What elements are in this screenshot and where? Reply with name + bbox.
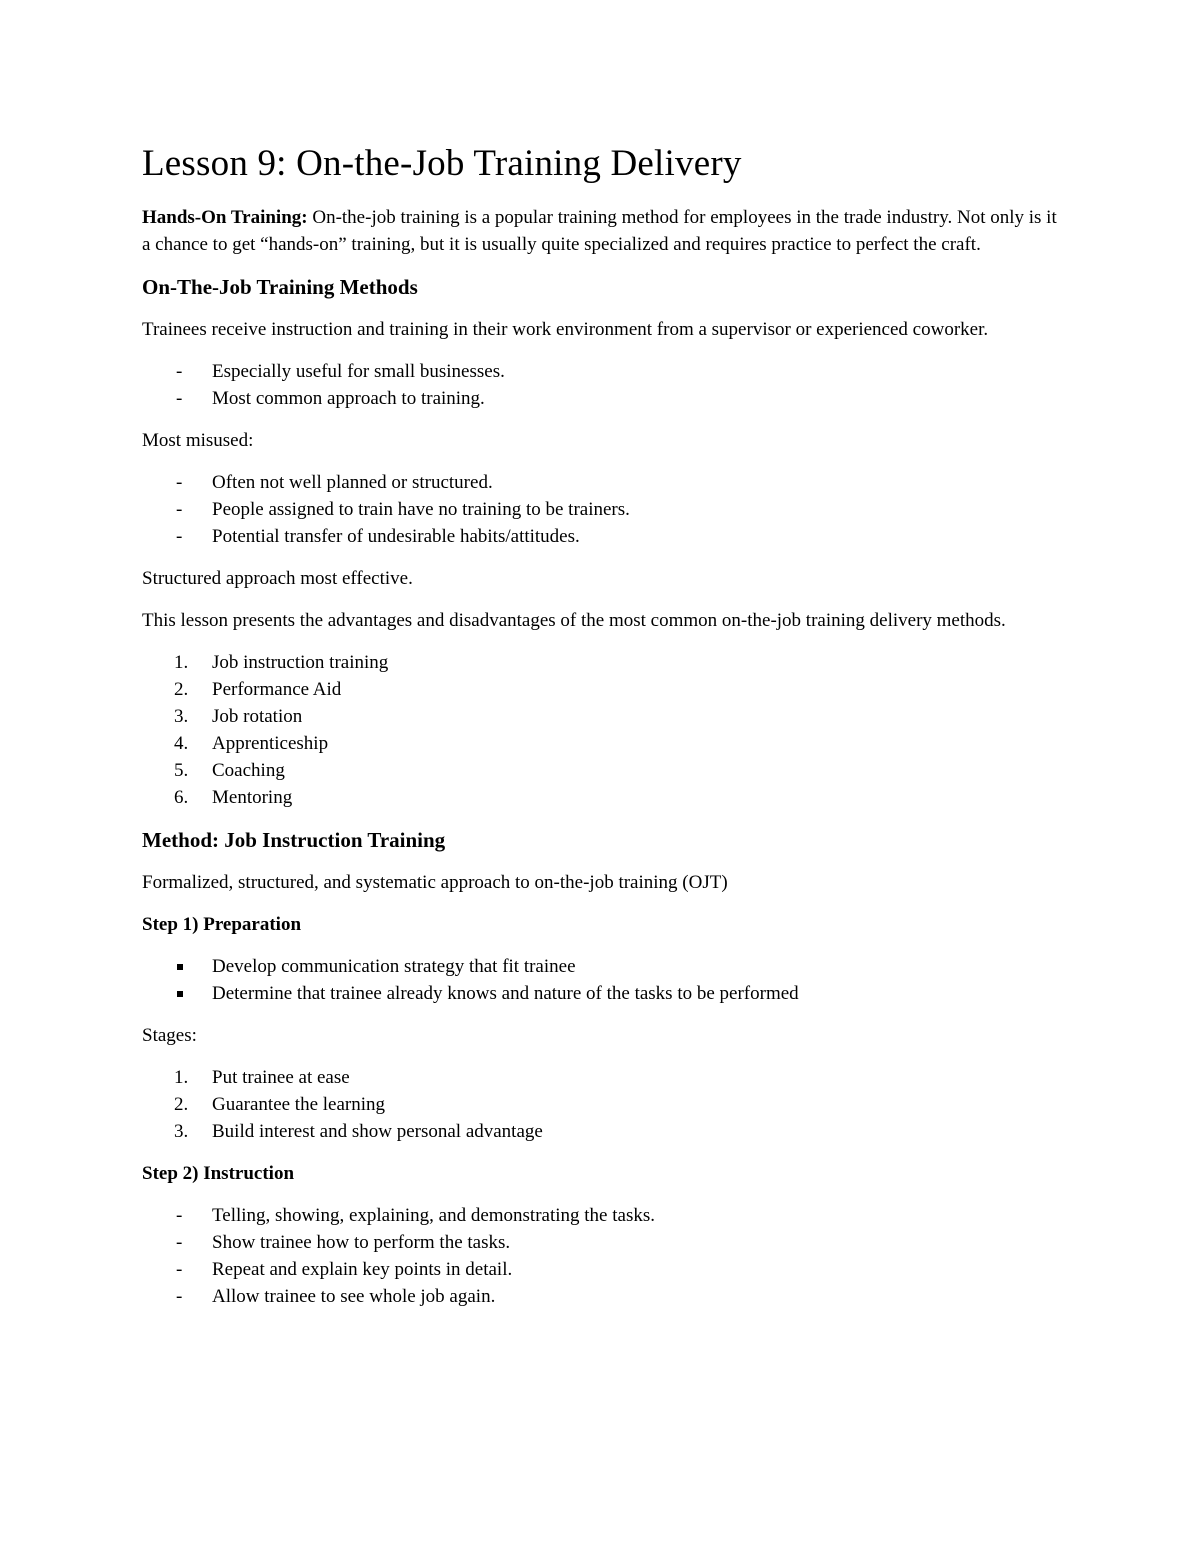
section-heading-ojt-methods: On-The-Job Training Methods	[142, 275, 418, 299]
list-item-text: People assigned to train have no training to be trainers.	[212, 499, 630, 520]
misused-label: Most misused:	[142, 430, 254, 451]
list-item	[142, 980, 1062, 1007]
list-item	[142, 1283, 1062, 1310]
lesson-presents-text: This lesson presents the advantages and disadvantages of the most common on-the-job training delivery methods.	[142, 610, 1006, 631]
intro-bold-label: Hands-On Training:	[142, 207, 308, 228]
list-item	[142, 523, 1062, 550]
number-marker: 1.	[174, 1067, 189, 1088]
number-marker: 6.	[174, 787, 189, 808]
number-marker: 5.	[174, 760, 189, 781]
ojt-description: Trainees receive instruction and training in their work environment from a supervisor or experienced coworker.	[142, 319, 989, 340]
list-item-text: Show trainee how to perform the tasks.	[212, 1232, 511, 1253]
list-item-text: Mentoring	[212, 787, 293, 808]
list-item	[142, 1118, 1062, 1145]
page-title: Lesson 9: On-the-Job Training Delivery	[142, 143, 742, 184]
list-item	[142, 496, 1062, 523]
number-marker: 2.	[174, 1094, 189, 1115]
list-item	[142, 1091, 1062, 1118]
list-item-text: Most common approach to training.	[212, 388, 485, 409]
list-item-text: Build interest and show personal advantage	[212, 1121, 543, 1142]
step2-list	[142, 1202, 1062, 1310]
list-item	[142, 385, 1062, 412]
dash-marker: -	[176, 1259, 183, 1280]
list-item-text: Potential transfer of undesirable habits/attitudes.	[212, 526, 580, 547]
step2-heading: Step 2) Instruction	[142, 1163, 295, 1184]
list-item	[142, 358, 1062, 385]
list-item	[142, 757, 1062, 784]
list-item	[142, 1256, 1062, 1283]
list-item-text: Job instruction training	[212, 652, 389, 673]
misused-list	[142, 469, 1062, 550]
list-item-text: Repeat and explain key points in detail.	[212, 1259, 513, 1280]
list-item	[142, 953, 1062, 980]
list-item-text: Coaching	[212, 760, 285, 781]
step1-list	[142, 953, 1062, 1007]
dash-marker: -	[176, 388, 183, 409]
square-bullet-icon	[177, 991, 183, 997]
list-item	[142, 649, 1062, 676]
list-item-text: Allow trainee to see whole job again.	[212, 1286, 496, 1307]
methods-list	[142, 649, 1062, 811]
list-item	[142, 1202, 1062, 1229]
stages-list	[142, 1064, 1062, 1145]
list-item	[142, 469, 1062, 496]
job-instruction-description: Formalized, structured, and systematic approach to on-the-job training (OJT)	[142, 872, 728, 893]
dash-marker: -	[176, 526, 183, 547]
stages-label: Stages:	[142, 1025, 197, 1046]
section-heading-job-instruction: Method: Job Instruction Training	[142, 828, 446, 852]
ojt-benefits-list	[142, 358, 1062, 412]
list-item	[142, 676, 1062, 703]
number-marker: 1.	[174, 652, 189, 673]
list-item-text: Put trainee at ease	[212, 1067, 350, 1088]
square-bullet-icon	[177, 964, 183, 970]
number-marker: 2.	[174, 679, 189, 700]
list-item-text: Job rotation	[212, 706, 303, 727]
list-item-text: Develop communication strategy that fit trainee	[212, 956, 576, 977]
step1-heading: Step 1) Preparation	[142, 914, 302, 935]
document-page	[142, 140, 1062, 1325]
list-item	[142, 730, 1062, 757]
number-marker: 3.	[174, 1121, 189, 1142]
list-item	[142, 1229, 1062, 1256]
intro-paragraph	[142, 204, 1062, 258]
dash-marker: -	[176, 1205, 183, 1226]
number-marker: 4.	[174, 733, 189, 754]
dash-marker: -	[176, 472, 183, 493]
list-item	[142, 703, 1062, 730]
list-item-text: Performance Aid	[212, 679, 342, 700]
dash-marker: -	[176, 361, 183, 382]
dash-marker: -	[176, 499, 183, 520]
dash-marker: -	[176, 1286, 183, 1307]
dash-marker: -	[176, 1232, 183, 1253]
list-item-text: Determine that trainee already knows and nature of the tasks to be performed	[212, 983, 799, 1004]
number-marker: 3.	[174, 706, 189, 727]
list-item-text: Often not well planned or structured.	[212, 472, 493, 493]
list-item-text: Telling, showing, explaining, and demonstrating the tasks.	[212, 1205, 655, 1226]
list-item-text: Especially useful for small businesses.	[212, 361, 505, 382]
list-item	[142, 1064, 1062, 1091]
intro-text: On-the-job training is a popular training method for employees in the trade industry. Not only is it a chance to get “hands-on” training, but it is usually quite specialized and requires practice to perfect the craft.	[142, 207, 1057, 255]
list-item-text: Apprenticeship	[212, 733, 329, 754]
structured-approach-text: Structured approach most effective.	[142, 568, 413, 589]
list-item-text: Guarantee the learning	[212, 1094, 386, 1115]
list-item	[142, 784, 1062, 811]
